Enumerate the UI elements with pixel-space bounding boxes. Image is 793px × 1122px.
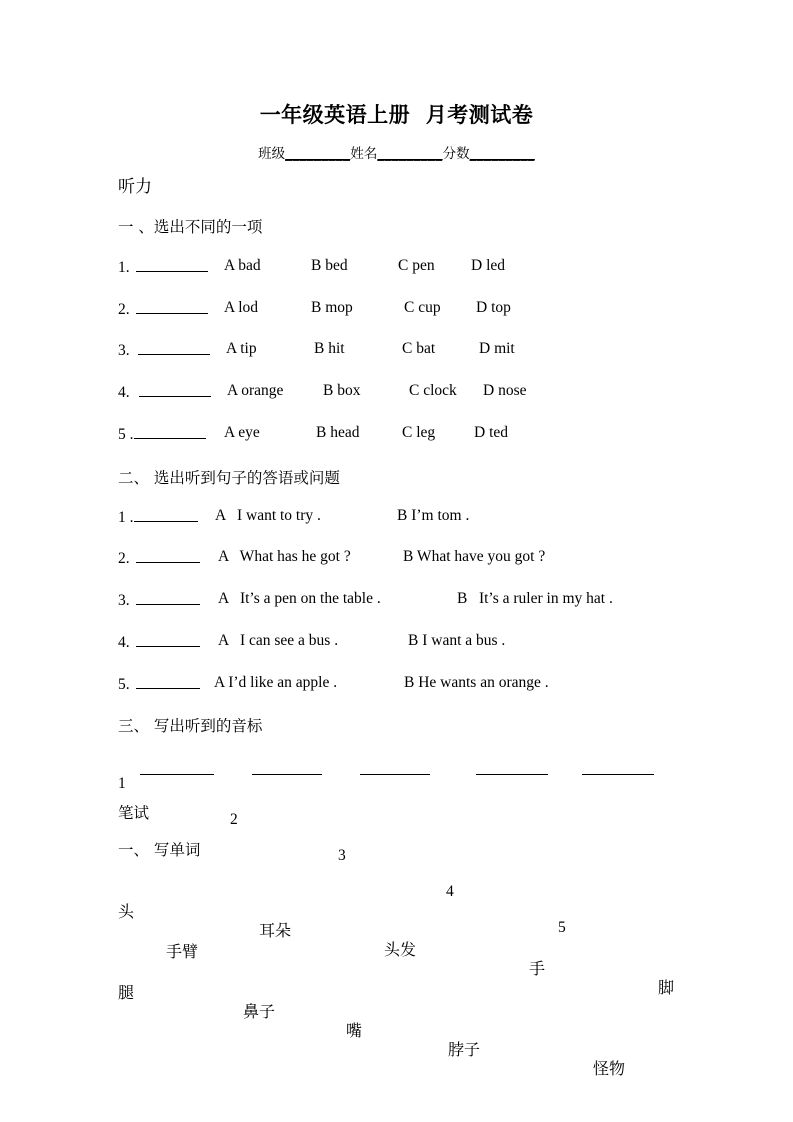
listening-s2-q3-row (118, 590, 202, 610)
option-b[interactable]: B I’m tom . (397, 507, 470, 524)
answer-blank[interactable] (136, 674, 200, 689)
listening-part-heading: 听力 (118, 177, 152, 197)
answer-blank[interactable] (136, 632, 200, 647)
phonetic-number-4: 4 (446, 883, 454, 900)
answer-blank[interactable] (136, 299, 208, 314)
option-b[interactable]: B head (316, 424, 360, 441)
option-d[interactable]: D ted (474, 424, 509, 441)
option-a[interactable]: A I’d like an apple . (214, 674, 338, 691)
vocab-word: 脖子 (448, 1040, 481, 1059)
phonetic-number-5: 5 (558, 919, 566, 936)
listening-q1-row (118, 257, 210, 277)
question-number: 4. (118, 384, 130, 401)
listening-q3-row (118, 340, 212, 360)
option-b[interactable]: B I want a bus . (408, 632, 506, 649)
phonetic-number-3: 3 (338, 847, 346, 864)
option-c[interactable]: C pen (398, 257, 435, 274)
answer-blank[interactable] (134, 507, 198, 522)
question-number: 2. (118, 301, 130, 318)
option-d[interactable]: D mit (479, 340, 515, 357)
vocab-word: 嘴 (346, 1021, 363, 1040)
vocab-word: 耳朵 (259, 921, 292, 940)
written-section-one-heading: 一、 写单词 (118, 841, 201, 859)
phonetic-blank-3[interactable] (360, 760, 430, 775)
listening-section-one-heading: 一 、选出不同的一项 (118, 218, 263, 236)
option-a[interactable]: A What has he got ? (218, 548, 351, 565)
question-number: 5. (118, 676, 130, 693)
vocab-word: 手 (529, 959, 546, 978)
phonetic-number-1: 1 (118, 775, 126, 792)
vocab-word: 头 (118, 902, 135, 921)
phonetic-blank-2[interactable] (252, 760, 322, 775)
answer-blank[interactable] (134, 424, 206, 439)
option-a[interactable]: A bad (224, 257, 261, 274)
option-a[interactable]: A tip (226, 340, 257, 357)
vocab-word: 头发 (384, 940, 417, 959)
answer-blank[interactable] (136, 590, 200, 605)
question-number: 5 . (118, 426, 134, 443)
option-b[interactable]: B hit (314, 340, 345, 357)
question-number: 2. (118, 550, 130, 567)
question-number: 3. (118, 592, 130, 609)
written-part-heading: 笔试 (118, 804, 150, 822)
option-c[interactable]: C leg (402, 424, 436, 441)
vocab-word: 鼻子 (243, 1002, 276, 1021)
option-c[interactable]: C clock (409, 382, 457, 399)
listening-q4-row (118, 382, 213, 402)
option-a[interactable]: A orange (227, 382, 284, 399)
score-blank[interactable]: _________ (469, 146, 535, 162)
class-label: 班级 (258, 146, 286, 162)
option-a[interactable]: A eye (224, 424, 260, 441)
listening-q2-row (118, 299, 210, 319)
question-number: 3. (118, 342, 130, 359)
vocab-word: 脚 (658, 978, 675, 997)
name-label: 姓名 (350, 146, 378, 162)
option-d[interactable]: D top (476, 299, 511, 316)
option-b[interactable]: B box (323, 382, 361, 399)
name-blank[interactable]: _________ (377, 146, 443, 162)
listening-s2-q5-row (118, 674, 202, 694)
phonetic-blank-4[interactable] (476, 760, 548, 775)
option-a[interactable]: A It’s a pen on the table . (218, 590, 381, 607)
option-b[interactable]: B He wants an orange . (404, 674, 549, 691)
page-title: 一年级英语上册 月考测试卷 (259, 103, 534, 127)
class-blank[interactable]: _________ (285, 146, 351, 162)
vocab-word: 腿 (118, 983, 135, 1002)
listening-s2-q1-row (118, 507, 200, 527)
listening-section-three-heading: 三、 写出听到的音标 (118, 717, 263, 735)
question-number: 4. (118, 634, 130, 651)
vocab-word: 手臂 (166, 942, 199, 961)
option-b[interactable]: B It’s a ruler in my hat . (457, 590, 613, 607)
student-info-line (0, 142, 793, 162)
answer-blank[interactable] (136, 548, 200, 563)
question-number: 1. (118, 259, 130, 276)
vocab-word: 怪物 (593, 1059, 626, 1078)
phonetic-number-2: 2 (230, 811, 238, 828)
listening-s2-q2-row (118, 548, 202, 568)
answer-blank[interactable] (139, 382, 211, 397)
listening-s2-q4-row (118, 632, 202, 652)
option-a[interactable]: A lod (224, 299, 259, 316)
phonetic-blank-5[interactable] (582, 760, 654, 775)
option-a[interactable]: A I can see a bus . (218, 632, 339, 649)
listening-section-two-heading: 二、 选出听到句子的答语或问题 (118, 469, 340, 487)
option-d[interactable]: D led (471, 257, 506, 274)
option-d[interactable]: D nose (483, 382, 527, 399)
answer-blank[interactable] (136, 257, 208, 272)
vocabulary-row-3 (118, 961, 738, 1094)
option-a[interactable]: A I want to try . (215, 507, 321, 524)
answer-blank[interactable] (138, 340, 210, 355)
score-label: 分数 (442, 146, 470, 162)
question-number: 1 . (118, 509, 134, 526)
option-b[interactable]: B What have you got ? (403, 548, 546, 565)
option-c[interactable]: C bat (402, 340, 436, 357)
option-c[interactable]: C cup (404, 299, 441, 316)
phonetic-blank-1[interactable] (140, 760, 214, 775)
listening-q5-row (118, 424, 208, 444)
option-b[interactable]: B mop (311, 299, 353, 316)
option-b[interactable]: B bed (311, 257, 348, 274)
